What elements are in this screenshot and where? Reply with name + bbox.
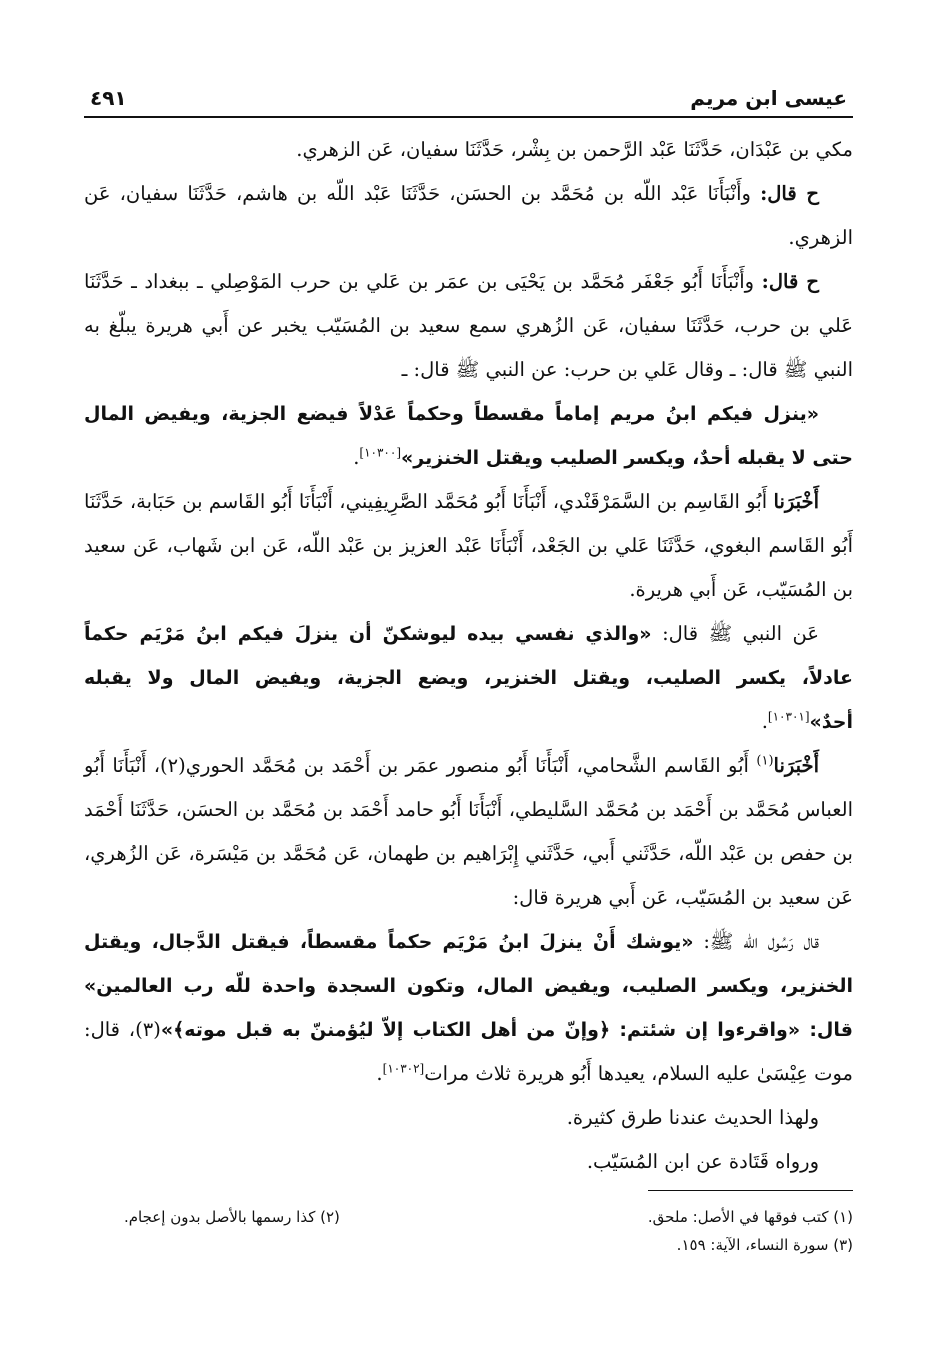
page-header [84, 70, 853, 118]
paragraph-end: . [376, 1062, 383, 1085]
hadith-reference: [١٠٣٠١] [767, 709, 810, 724]
paragraph-text: مكي بن عَبْدَان، حَدَّثَنَا عَبْد الرَّحمن بن بِشْر، حَدَّثَنَا سفيان، عَن الزهري. [296, 138, 853, 161]
hadith-paragraph [84, 920, 853, 1096]
paragraph-text: ورواه قَتَادة عن ابن المُسَيّب. [586, 1150, 819, 1173]
paragraph-lead: ح قال: [760, 182, 819, 205]
paragraph-lead: أَخْبَرَنا [773, 490, 819, 513]
footnote-row [84, 1203, 853, 1231]
paragraph-end: . [761, 710, 768, 733]
paragraph-pre: عَن النبي ﷺ قال: [651, 622, 820, 645]
paragraph [84, 128, 853, 172]
paragraph-lead: ح قال: [761, 270, 819, 293]
footnote-2: (٢) كذا رسمها بالأصل بدون إعجام. [124, 1208, 340, 1226]
paragraph-text: ولهذا الحديث عندنا طرق كثيرة. [566, 1106, 819, 1129]
paragraph-post: (٣)، قال: موت عِيْسَىٰ عليه السلام، يعيدها أَبُو هريرة ثلاث مرات [84, 1018, 853, 1085]
paragraph-pre: قال رَسُول اللّه ﷺ: [693, 930, 819, 953]
hadith-reference: [١٠٣٠٠] [359, 445, 402, 460]
paragraph [84, 260, 853, 392]
paragraph-end: . [353, 446, 360, 469]
paragraph-text: أَبُو القَاسم الشَّحامي، أَنْبَأَنَا أَبُو منصور عمَر بن أَحْمَد بن مُحَمَّد الحوري(٢)، أَنْبَأَنَا أَبُو العباس مُحَمَّد بن أَحْمَد بن مُحَمَّد السَّليطي، أَنْبَأَنَا أَبُو حامد أَحْمَد بن مُحَمَّد بن الحسَن، حَدَّثَنَا أَحْمَد بن حفص بن عَبْد اللّه، حَدَّثَني أَبي، حَدَّثَني إِبْرَاهيم بن طهمان، عَن مُحَمَّد بن مَيْسَرة، عَن الزُهري، عَن سعيد بن المُسَيّب، عَن أَبي هريرة قال: [84, 754, 853, 909]
paragraph-text: وأَنْبَأَنَا أَبُو جَعْفَر مُحَمَّد بن يَحْيَى بن عمَر بن عَلي بن حرب المَوْصِلي ـ ببغداد ـ حَدَّثَنَا عَلي بن حرب، حَدَّثَنَا سفيان، عَن الزُهري سمع سعيد بن المُسَيّب يخبر عن أَبي هريرة يبلّغ به النبي ﷺ قال: ـ وقال عَلي بن حرب: عن النبي ﷺ قال: ـ [84, 270, 853, 381]
footnote-3: (٣) سورة النساء، الآية: ١٥٩. [676, 1236, 853, 1254]
running-title: عيسى ابن مريم [690, 86, 847, 110]
paragraph [84, 480, 853, 612]
footnotes [84, 1190, 853, 1259]
hadith-text: «يوشك أَنْ ينزلَ ابنُ مَرْيَم حكماً مقسطاً، فيقتل الدَّجال، ويقتل الخنزير، ويكسر الصليب، ويفيض المال، وتكون السجدة واحدة للّه رب العالمين» قال: «واقرءوا إن شئتم: ﴿وإنّ من أهل الكتاب إلاّ ليُؤمننّ به قبل موته﴾» [84, 931, 853, 1041]
paragraph-lead: أَخْبَرَنا [773, 754, 819, 777]
paragraph [84, 172, 853, 260]
main-text [84, 128, 853, 1184]
paragraph [84, 1096, 853, 1140]
paragraph-text: أَبُو القَاسِم بن السَّمَرْقَنْدي، أَنْبَأَنَا أَبُو مُحَمَّد الصَّرِيفِيني، أَنْبَأَنَا أَبُو القَاسم بن حَبَابة، حَدَّثَنَا أَبُو القَاسم البغوي، حَدَّثَنَا عَلي بن الجَعْد، أَنْبَأَنَا عَبْد العزيز بن عَبْد اللّه، عَن ابن شَهاب، عَن سعيد بن المُسَيّب، عَن أَبي هريرة. [84, 490, 853, 601]
paragraph [84, 1140, 853, 1184]
footnote-row [84, 1231, 853, 1259]
hadith-text: «والذي نفسي بيده ليوشكنّ أن ينزلَ فيكم ابنُ مَرْيَم حكماً عادلاً، يكسر الصليب، ويقتل الخنزير، ويضع الجزية، ويفيض المال ولا يقبله أحدٌ» [84, 623, 853, 733]
footnote-mark[interactable]: (١) [756, 753, 774, 769]
hadith-paragraph [84, 612, 853, 744]
paragraph-text: وأَنْبَأَنَا عَبْد اللّه بن مُحَمَّد بن الحسَن، حَدَّثَنَا عَبْد اللّه بن هاشم، حَدَّثَنَا سفيان، عَن الزهري. [84, 182, 853, 249]
footnote-divider [648, 1190, 853, 1191]
footnote-1: (١) كتب فوقها في الأصل: ملحق. [647, 1208, 853, 1226]
paragraph [84, 744, 853, 920]
hadith-paragraph [84, 392, 853, 480]
hadith-reference: [١٠٣٠٢] [382, 1061, 425, 1076]
page-number: ٤٩١ [90, 86, 127, 110]
hadith-text: «ينزل فيكم ابنُ مريم إماماً مقسطاً وحكماً عَدْلاً فيضع الجزية، ويفيض المال حتى لا يقبله أحدٌ، ويكسر الصليب ويقتل الخنزير» [84, 403, 853, 469]
